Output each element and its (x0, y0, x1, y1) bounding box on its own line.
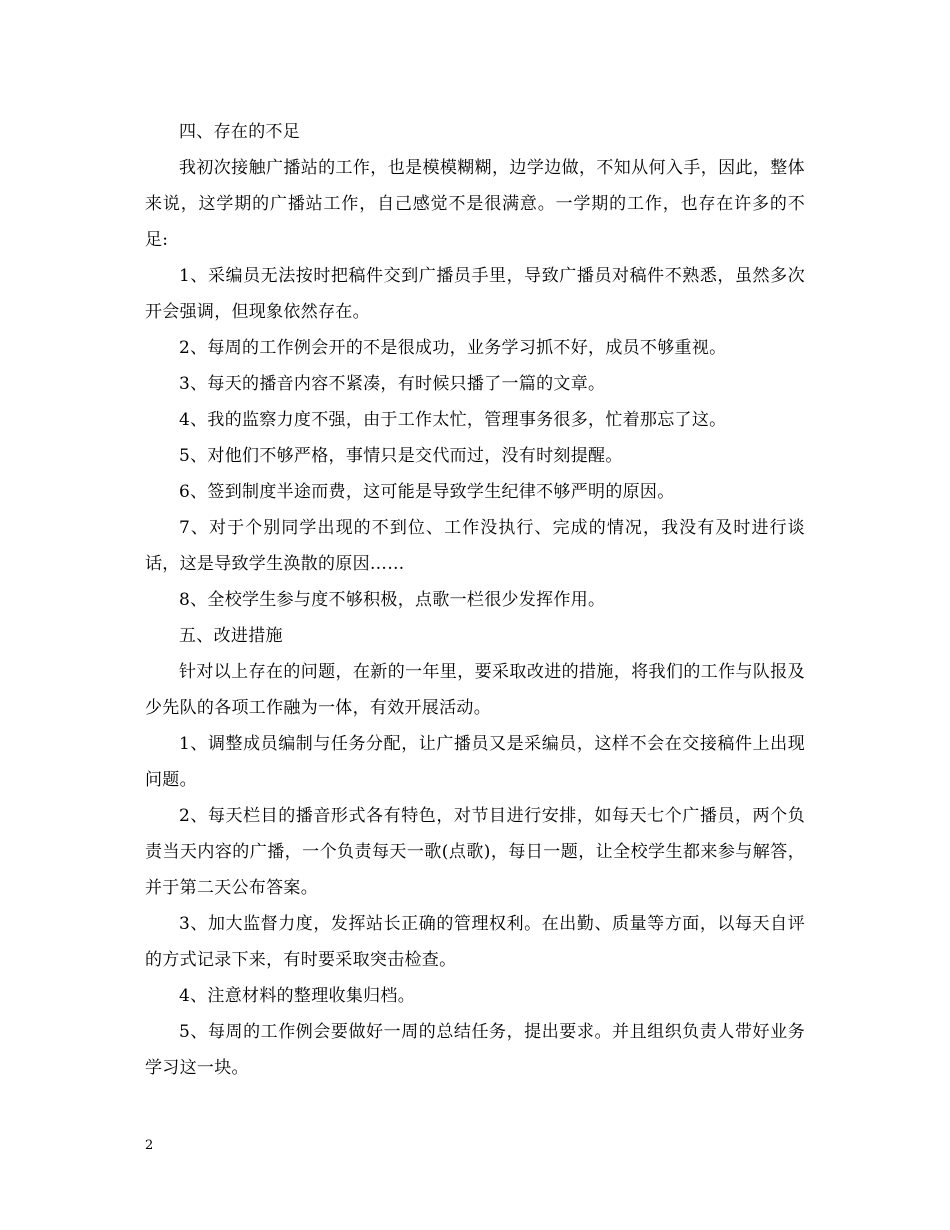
list-item-shortcoming-8: 8、全校学生参与度不够积极，点歌一栏很少发挥作用。 (179, 590, 606, 610)
paragraph-intro-shortcomings: 我初次接触广播站的工作，也是模模糊糊，边学边做，不知从何入手，因此，整体来说，这学期的广播站工作，自己感觉不是很满意。一学期的工作，也存在许多的不足: (145, 158, 805, 250)
list-item-shortcoming-3: 3、每天的播音内容不紧凑，有时候只播了一篇的文章。 (179, 374, 606, 394)
list-item-improvement-1: 1、调整成员编制与任务分配，让广播员又是采编员，这样不会在交接稿件上出现问题。 (145, 734, 805, 790)
list-item-improvement-5: 5、每周的工作例会要做好一周的总结任务，提出要求。并且组织负责人带好业务学习这一块。 (145, 1022, 805, 1078)
list-item-improvement-2: 2、每天栏目的播音形式各有特色，对节目进行安排，如每天七个广播员，两个负责当天内容的广播，一个负责每天一歌(点歌)，每日一题，让全校学生都来参与解答，并于第二天公布答案。 (145, 806, 805, 898)
list-item-shortcoming-6: 6、签到制度半途而费，这可能是导致学生纪律不够严明的原因。 (179, 482, 675, 502)
paragraph-intro-improvements: 针对以上存在的问题，在新的一年里，要采取改进的措施，将我们的工作与队报及少先队的各项工作融为一体，有效开展活动。 (145, 662, 805, 718)
list-item-shortcoming-4: 4、我的监察力度不强，由于工作太忙，管理事务很多，忙着那忘了这。 (179, 410, 727, 430)
section-heading-shortcomings: 四、存在的不足 (179, 122, 301, 142)
list-item-improvement-4: 4、注意材料的整理收集归档。 (179, 986, 416, 1006)
list-item-shortcoming-1: 1、采编员无法按时把稿件交到广播员手里，导致广播员对稿件不熟悉，虽然多次开会强调，但现象依然存在。 (145, 266, 805, 322)
page-number: 2 (145, 1138, 154, 1153)
list-item-shortcoming-2: 2、每周的工作例会开的不是很成功，业务学习抓不好，成员不够重视。 (179, 338, 727, 358)
section-heading-improvements: 五、改进措施 (179, 626, 283, 646)
list-item-improvement-3: 3、加大监督力度，发挥站长正确的管理权利。在出勤、质量等方面，以每天自评的方式记录下来，有时要采取突击检查。 (145, 914, 805, 970)
document-body (145, 114, 805, 1086)
list-item-shortcoming-7: 7、对于个别同学出现的不到位、工作没执行、完成的情况，我没有及时进行谈话，这是导致学生涣散的原因…… (145, 518, 805, 574)
list-item-shortcoming-5: 5、对他们不够严格，事情只是交代而过，没有时刻提醒。 (179, 446, 623, 466)
